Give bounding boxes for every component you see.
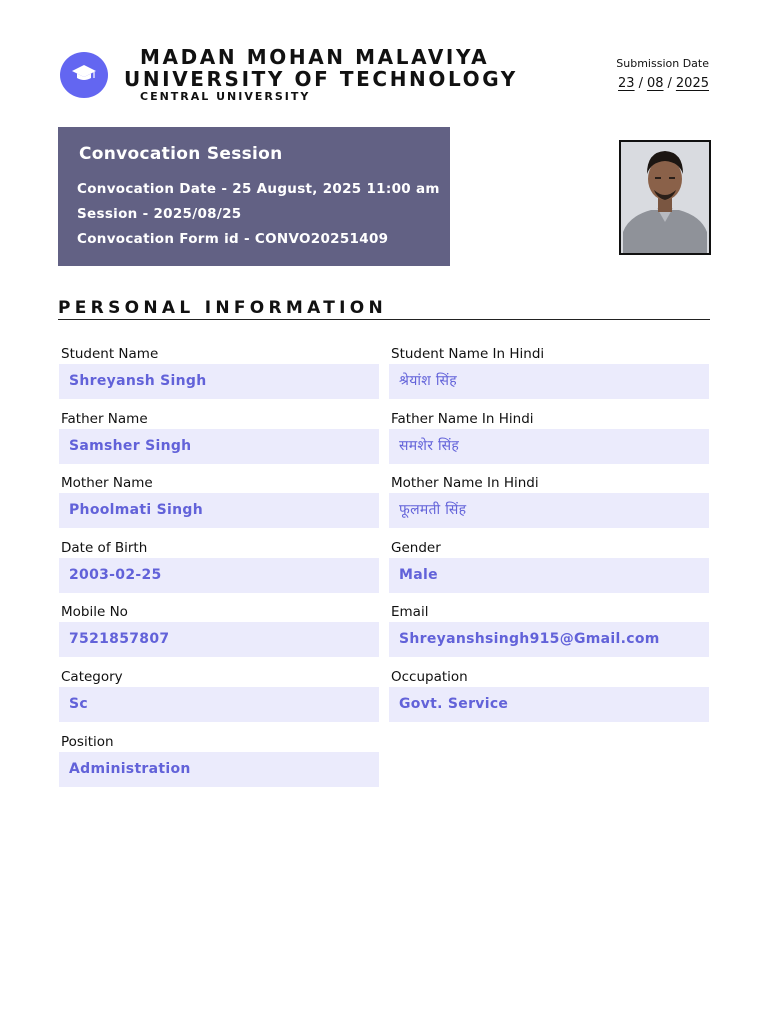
email-label: Email — [391, 604, 429, 620]
section-title-personal-information: PERSONAL INFORMATION — [58, 298, 388, 318]
mobile-no-label: Mobile No — [61, 604, 128, 620]
category-value: Sc — [59, 687, 379, 722]
convocation-session-box — [58, 127, 450, 266]
university-subtitle: CENTRAL UNIVERSITY — [140, 90, 311, 103]
father-name-label: Father Name — [61, 411, 148, 427]
convocation-form-id: Convocation Form id - CONVO20251409 — [77, 231, 389, 247]
occupation-value: Govt. Service — [389, 687, 709, 722]
section-divider — [58, 319, 710, 320]
father-name-value: Samsher Singh — [59, 429, 379, 464]
submission-year: 2025 — [675, 76, 709, 91]
submission-month: 08 — [646, 76, 664, 91]
student-name-label: Student Name — [61, 346, 159, 362]
mother-name-hindi-label: Mother Name In Hindi — [391, 475, 539, 491]
submission-day: 23 — [618, 76, 635, 91]
email-value: Shreyanshsingh915@Gmail.com — [389, 622, 709, 657]
mobile-no-value: 7521857807 — [59, 622, 379, 657]
gender-value: Male — [389, 558, 709, 593]
gender-label: Gender — [391, 540, 441, 556]
page-header — [0, 0, 768, 120]
student-name-value: Shreyansh Singh — [59, 364, 379, 399]
mother-name-value: Phoolmati Singh — [59, 493, 379, 528]
session-title: Convocation Session — [79, 144, 283, 164]
university-logo — [60, 52, 108, 98]
occupation-label: Occupation — [391, 669, 468, 685]
student-name-hindi-label: Student Name In Hindi — [391, 346, 545, 362]
mother-name-label: Mother Name — [61, 475, 153, 491]
session-value: Session - 2025/08/25 — [77, 206, 242, 222]
university-name: MADAN MOHAN MALAVIYA UNIVERSITY OF TECHNOLOGY — [124, 45, 518, 91]
convocation-date: Convocation Date - 25 August, 2025 11:00 am — [77, 181, 440, 197]
mother-name-hindi-value: फूलमती सिंह — [389, 493, 709, 528]
father-name-hindi-label: Father Name In Hindi — [391, 411, 534, 427]
father-name-hindi-value: समशेर सिंह — [389, 429, 709, 464]
graduation-cap-icon — [71, 63, 97, 87]
student-photo — [619, 140, 711, 255]
submission-date — [618, 76, 709, 91]
date-separator: / — [667, 76, 672, 91]
category-label: Category — [61, 669, 123, 685]
student-name-hindi-value: श्रेयांश सिंह — [389, 364, 709, 399]
position-value: Administration — [59, 752, 379, 787]
date-of-birth-label: Date of Birth — [61, 540, 148, 556]
date-of-birth-value: 2003-02-25 — [59, 558, 379, 593]
submission-date-label: Submission Date — [616, 57, 709, 70]
date-separator: / — [638, 76, 643, 91]
position-label: Position — [61, 734, 114, 750]
